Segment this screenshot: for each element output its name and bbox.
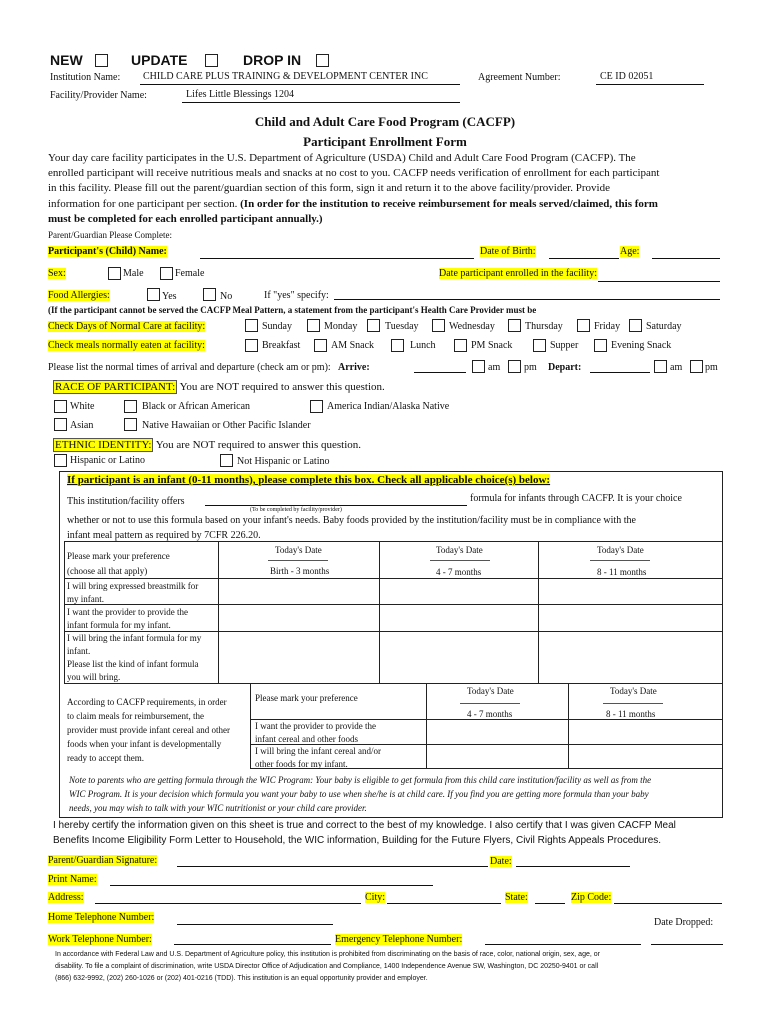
todays-date-3-line[interactable] [590,560,650,561]
infant-heading: If participant is an infant (0-11 months), please complete this box. Check all applicable choice(s) below: [67,474,551,486]
offers-suffix: formula for infants through CACFP. It is your choice [470,493,682,504]
work-phone-label: Work Telephone Number: [48,934,152,945]
cereal-note-4: foods when your infant is developmentally [67,739,222,749]
form-title: Child and Adult Care Food Program (CACFP) [254,114,516,129]
address-label: Address: [48,892,84,903]
table2-col1 [426,683,427,768]
wic-note-2: WIC Program. It is your decision which formula you want your baby to use when she/he is at child care. If you find you are getting more formula than your baby [69,789,649,799]
race-asian-checkbox[interactable] [54,418,67,431]
table2-top [250,683,722,684]
table1-col2 [379,541,380,683]
todays-date-2-line[interactable] [430,560,490,561]
thursday-checkbox[interactable] [508,319,521,332]
age-birth-3: Birth - 3 months [270,566,330,576]
institution-field[interactable]: CHILD CARE PLUS TRAINING & DEVELOPMENT CENTER INC [143,71,428,82]
row4-text-a: I want the provider to provide the [255,721,376,731]
not-hispanic-checkbox[interactable] [220,454,233,467]
depart-am-label: am [670,362,683,373]
print-name-field[interactable] [110,885,433,886]
am-snack-label: AM Snack [331,340,375,351]
table2-col2 [568,683,569,768]
offers-prefix: This institution/facility offers [67,496,185,507]
city-label: City: [365,892,386,903]
arrive-am-label: am [488,362,501,373]
age-label: Age: [620,246,640,257]
new-label: NEW [50,52,83,68]
dob-field[interactable] [549,258,619,259]
state-label: State: [505,892,528,903]
facility-label: Facility/Provider Name: [50,90,147,101]
row1-text-a: I will bring expressed breastmilk for [67,581,199,591]
sunday-checkbox[interactable] [245,319,258,332]
race-label: RACE OF PARTICIPANT: [55,381,176,393]
age-8-11: 8 - 11 months [597,567,647,577]
allergies-yes-label: Yes [162,291,177,302]
intro-line-1: Your day care facility participates in the U.S. Department of Agriculture (USDA) Child and Adult Care Food Program (CACFP). The [48,152,636,164]
thursday-label: Thursday [525,321,563,332]
form-subtitle: Participant Enrollment Form [303,134,467,149]
hispanic-label: Hispanic or Latino [70,455,145,466]
home-phone-label: Home Telephone Number: [48,912,155,923]
depart-label: Depart: [548,362,582,373]
if-yes-specify-label: If "yes" specify: [264,290,329,301]
race-black-label: Black or African American [142,401,251,412]
dob-label: Date of Birth: [480,246,536,257]
footer-line-3: (866) 632-9992, (202) 260-1026 or (202) 401-0216 (TDD). This institution is an equal opportunity provider and employer. [55,975,428,982]
depart-am-checkbox[interactable] [654,360,667,373]
age-field[interactable] [652,258,720,259]
intro-line-4-plain: information for one participant per section. [48,198,241,210]
ethnic-label: ETHNIC IDENTITY: [55,439,152,451]
lunch-label: Lunch [410,340,436,351]
emergency-phone-label: Emergency Telephone Number: [335,934,463,945]
allergy-specify-field[interactable] [334,299,720,300]
formula-offered-field[interactable] [205,505,467,506]
table1-col0 [64,541,65,683]
home-phone-field[interactable] [177,924,333,925]
todays-date-1: Today's Date [275,545,322,555]
allergies-no-checkbox[interactable] [203,288,216,301]
ethnic-row [53,439,361,451]
infant-line-2: whether or not to use this formula based on your infant's needs. Baby foods provided by the institution/facility must be in compliance with the [67,515,636,526]
hispanic-checkbox[interactable] [54,454,67,467]
ethnic-note: You are NOT required to answer this question. [153,439,361,451]
offers-sub-label: (To be completed by facility/provider) [250,507,342,513]
facility-underline [182,102,460,103]
table1-col3 [538,541,539,683]
pm-snack-checkbox[interactable] [454,339,467,352]
monday-label: Monday [324,321,358,332]
row1-text-b: my infant. [67,594,104,604]
todays-date-3: Today's Date [597,545,644,555]
zip-label: Zip Code: [571,892,612,903]
male-label: Male [123,268,144,279]
zip-field[interactable] [614,903,722,904]
saturday-label: Saturday [646,321,682,332]
todays-date-2: Today's Date [436,545,483,555]
evening-snack-checkbox[interactable] [594,339,607,352]
enrolled-date-label: Date participant enrolled in the facility: [439,268,597,279]
todays-date-4-line[interactable] [460,703,520,704]
sig-date-field[interactable] [516,866,630,867]
female-checkbox[interactable] [160,267,173,280]
cereal-note-5: ready to accept them. [67,753,144,763]
female-label: Female [175,268,205,279]
saturday-checkbox[interactable] [629,319,642,332]
pref-label-2: (choose all that apply) [67,566,148,576]
sunday-label: Sunday [262,321,292,332]
city-field[interactable] [387,903,501,904]
date-dropped-field[interactable] [651,944,723,945]
race-hawaiian-label: Native Hawaiian or Other Pacific Islander [142,420,311,431]
facility-field[interactable]: Lifes Little Blessings 1204 [186,89,295,100]
table2-header-bottom [250,719,722,720]
update-checkbox[interactable] [205,54,218,67]
arrive-pm-checkbox[interactable] [508,360,521,373]
wednesday-label: Wednesday [449,321,495,332]
age2-8-11: 8 - 11 months [606,709,656,719]
tuesday-checkbox[interactable] [367,319,380,332]
row5-text-a: I will bring the infant cereal and/or [255,746,381,756]
certify-line-1: I hereby certify the information given on this sheet is true and correct to the best of my knowledge. I also certify that I was given CACFP Meal [53,820,676,831]
arrive-label: Arrive: [338,362,370,373]
footer-line-1: In accordance with Federal Law and U.S. Department of Agriculture policy, this institution is prohibited from discriminating on the basis of race, color, national origin, sex, age, or [55,951,600,958]
table1-col1 [218,541,219,683]
pref-label-1: Please mark your preference [67,551,170,561]
agreement-underline [596,84,704,85]
row3-text-a: I will bring the infant formula for my [67,633,202,643]
depart-time-field[interactable] [590,372,650,373]
row3-text-c: Please list the kind of infant formula [67,659,199,669]
breakfast-label: Breakfast [262,340,301,351]
intro-line-4 [48,198,658,210]
footer-line-2: disability. To file a complaint of discrimination, write USDA Director Office of Adjudication and Compliance, 1400 Independence Avenue SW, Washington, DC 20250-9401 or call [55,963,599,970]
intro-line-5: must be completed for each enrolled participant annually.) [48,213,323,225]
update-label: UPDATE [131,52,188,68]
friday-label: Friday [594,321,621,332]
todays-date-4: Today's Date [467,686,514,696]
print-name-label: Print Name: [48,874,97,885]
row5-text-b: other foods for my infant. [255,759,348,769]
male-checkbox[interactable] [108,267,121,280]
parent-complete-label: Parent/Guardian Please Complete: [48,230,172,240]
parent-signature-label: Parent/Guardian Signature: [48,855,158,866]
arrive-am-checkbox[interactable] [472,360,485,373]
date-dropped-label: Date Dropped: [654,917,714,928]
race-native-label: America Indian/Alaska Native [327,401,450,412]
age2-4-7: 4 - 7 months [467,709,513,719]
pm-snack-label: PM Snack [471,340,513,351]
allergy-note: (If the participant cannot be served the CACFP Meal Pattern, a statement from the participant's Health Care Provider must be [48,305,537,315]
table1-top [64,541,722,542]
work-phone-field[interactable] [174,944,331,945]
race-black-checkbox[interactable] [124,400,137,413]
institution-label: Institution Name: [50,72,121,83]
infant-line-3: infant meal pattern as required by 7CFR 226.20. [67,530,261,541]
allergies-yes-checkbox[interactable] [147,288,160,301]
participant-name-field[interactable] [200,258,474,259]
arrive-time-field[interactable] [414,372,466,373]
intro-line-3: in this facility. Please fill out the parent/guardian section of this form, sign it and return it to the above facility/provider. Provide [48,182,610,194]
depart-pm-checkbox[interactable] [690,360,703,373]
race-row [53,381,385,393]
enrolled-date-field[interactable] [598,281,720,282]
table1-header-bottom [64,578,722,579]
am-snack-checkbox[interactable] [314,339,327,352]
cereal-note-2: to claim meals for reimbursement, the [67,711,204,721]
row3-text-b: infant. [67,646,91,656]
breakfast-checkbox[interactable] [245,339,258,352]
tuesday-label: Tuesday [385,321,419,332]
wic-note-3: needs, you may wish to talk with your WIC nutritionist or your child care provider. [69,803,367,813]
intro-line-2: enrolled participant will receive nutritious meals and snacks at no cost to you. CACFP needs verification of enrollment for each participant [48,167,660,179]
agreement-field[interactable]: CE ID 02051 [600,71,654,82]
supper-label: Supper [550,340,579,351]
emergency-phone-field[interactable] [485,944,641,945]
not-hispanic-label: Not Hispanic or Latino [237,456,330,467]
evening-snack-label: Evening Snack [611,340,672,351]
sig-date-label: Date: [490,856,512,867]
state-field[interactable] [535,903,565,904]
supper-checkbox[interactable] [533,339,546,352]
wednesday-checkbox[interactable] [432,319,445,332]
arrive-pm-label: pm [524,362,537,373]
depart-pm-label: pm [705,362,718,373]
address-field[interactable] [95,903,361,904]
food-allergies-label: Food Allergies: [48,290,110,301]
race-hawaiian-checkbox[interactable] [124,418,137,431]
wic-note-1: Note to parents who are getting formula through the WIC Program: Your baby is eligible to get formula from this child care institution/facility as well as from the [69,775,652,785]
row2-text-b: infant formula for my infant. [67,620,171,630]
table1-row1-bottom [64,604,722,605]
table1-row2-bottom [64,631,722,632]
age-4-7: 4 - 7 months [436,567,482,577]
lunch-checkbox[interactable] [391,339,404,352]
sex-label: Sex: [48,268,66,279]
table2-col0 [250,683,251,768]
row2-text-a: I want the provider to provide the [67,607,188,617]
friday-checkbox[interactable] [577,319,590,332]
race-asian-label: Asian [70,420,94,431]
care-days-label: Check Days of Normal Care at facility: [48,321,206,332]
new-checkbox[interactable] [95,54,108,67]
pref2-label: Please mark your preference [255,693,358,703]
intro-line-4-bold: (In order for the institution to receive reimbursement for meals served/claimed, this form [240,198,658,210]
cereal-note-3: provider must provide infant cereal and other [67,725,230,735]
race-white-checkbox[interactable] [54,400,67,413]
table2-row1-bottom [250,744,722,745]
institution-underline [140,84,460,85]
cereal-note-1: According to CACFP requirements, in order [67,697,227,707]
times-label: Please list the normal times of arrival and departure (check am or pm): [48,362,331,373]
race-native-checkbox[interactable] [310,400,323,413]
todays-date-5: Today's Date [610,686,657,696]
row3-text-d: you will bring. [67,672,121,682]
drop-in-checkbox[interactable] [316,54,329,67]
allergies-no-label: No [220,291,233,302]
race-note: You are NOT required to answer this question. [177,381,385,393]
certify-line-2: Benefits Income Eligibility Form Letter to Household, the WIC information, Building for the Future Flyers, Civil Rights Appeals Procedures. [53,835,662,846]
parent-signature-field[interactable] [177,866,488,867]
todays-date-1-line[interactable] [268,560,328,561]
row4-text-b: infant cereal and other foods [255,734,358,744]
race-white-label: White [70,401,95,412]
todays-date-5-line[interactable] [603,703,663,704]
meals-label: Check meals normally eaten at facility: [48,340,205,351]
agreement-label: Agreement Number: [478,72,561,83]
monday-checkbox[interactable] [307,319,320,332]
participant-name-label: Participant's (Child) Name: [48,246,167,257]
drop-in-label: DROP IN [243,52,302,68]
